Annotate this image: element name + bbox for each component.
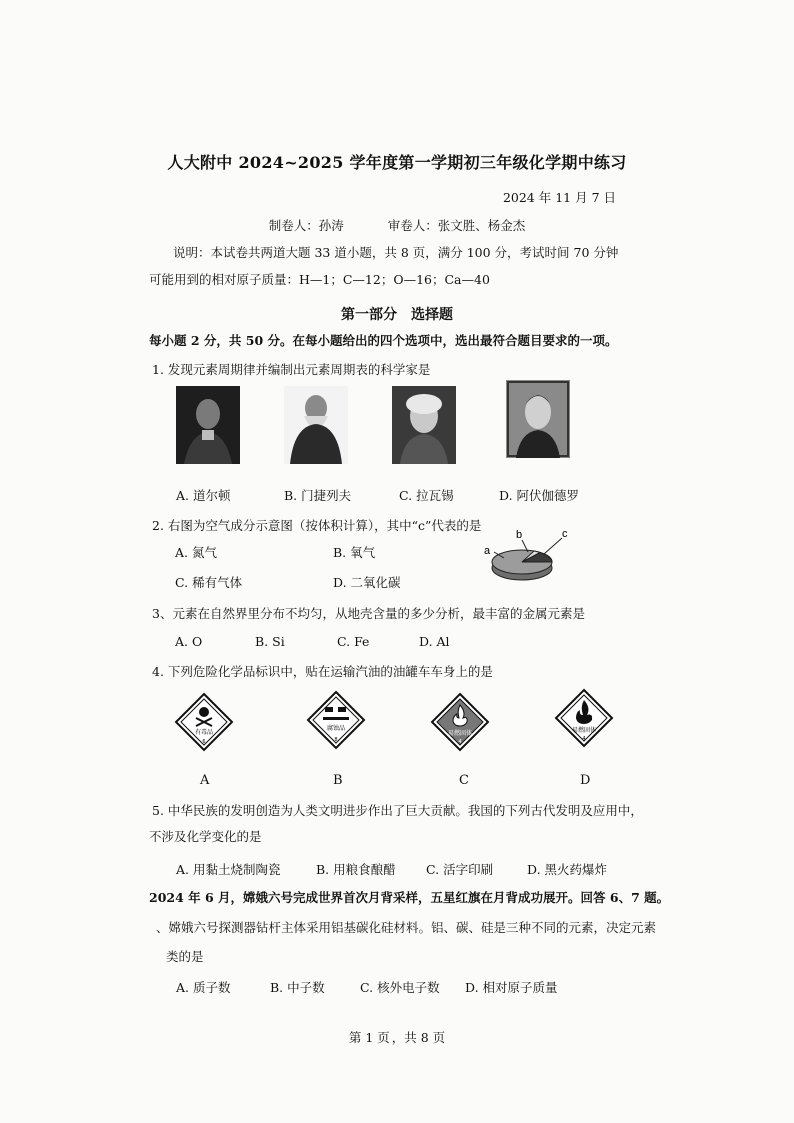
q2-option-a: A. 氮气 bbox=[175, 545, 217, 560]
q4-letter-b: B bbox=[333, 773, 343, 788]
pie-label-a: a bbox=[484, 545, 491, 557]
q6-stem-line1: 、嫦娥六号探测器钻杆主体采用铝基碳化硅材料。铝、碳、硅是三种不同的元素，决定元素 bbox=[156, 920, 657, 935]
q5-option-d: D. 黑火药爆炸 bbox=[527, 862, 608, 877]
instructions: 说明：本试卷共两道大题 33 道小题，共 8 页，满分 100 分，考试时间 70 分钟 bbox=[173, 245, 619, 260]
section-part: 第一部分 bbox=[341, 307, 397, 323]
page-total: ，共 8 页 bbox=[391, 1030, 446, 1045]
hazard-a-number: 6 bbox=[202, 739, 206, 745]
q5-stem-line2: 不涉及化学变化的是 bbox=[149, 829, 262, 844]
page-footer bbox=[0, 1028, 794, 1046]
page-number: 第 1 页 bbox=[348, 1030, 390, 1045]
q3-option-a: A. O bbox=[175, 634, 203, 649]
portrait-avogadro bbox=[506, 380, 570, 458]
hazard-d-number: 4 bbox=[582, 736, 586, 742]
q2-stem: 2. 右图为空气成分示意图（按体积计算），其中“c”代表的是 bbox=[152, 518, 482, 533]
q3-stem: 3、元素在自然界里分布不均匀，从地壳含量的多少分析，最丰富的金属元素是 bbox=[152, 606, 585, 621]
q4-stem: 4. 下列危险化学品标识中，贴在运输汽油的油罐车车身上的是 bbox=[152, 664, 493, 679]
q2-option-d: D. 二氧化碳 bbox=[333, 575, 401, 590]
q1-option-c: C. 拉瓦锡 bbox=[399, 488, 454, 503]
hazard-b-number: 8 bbox=[334, 737, 338, 743]
q1-option-d: D. 阿伏伽德罗 bbox=[499, 488, 580, 503]
hazard-sign-toxic bbox=[174, 692, 234, 752]
q6-option-a: A. 质子数 bbox=[176, 980, 231, 995]
atomic-masses: 可能用到的相对原子质量：H—1；C—12；O—16；Ca—40 bbox=[149, 272, 490, 287]
section-intro: 每小题 2 分，共 50 分。在每小题给出的四个选项中，选出最符合题目要求的一项。 bbox=[149, 333, 618, 348]
creators-line bbox=[0, 216, 794, 234]
q1-stem: 1. 发现元素周期律并编制出元素周期表的科学家是 bbox=[152, 362, 431, 377]
q3-option-b: B. Si bbox=[255, 634, 285, 649]
air-composition-pie-diagram bbox=[478, 526, 582, 588]
q6-option-b: B. 中子数 bbox=[270, 980, 325, 995]
section-name: 选择题 bbox=[411, 307, 453, 323]
q5-stem-line1: 5. 中华民族的发明创造为人类文明进步作出了巨大贡献。我国的下列古代发明及应用中， bbox=[152, 803, 643, 818]
q1-option-a: A. 道尔顿 bbox=[176, 488, 231, 503]
q6-option-c: C. 核外电子数 bbox=[360, 980, 440, 995]
q4-letter-a: A bbox=[200, 773, 210, 788]
portrait-lavoisier bbox=[392, 386, 456, 464]
hazard-a-label: 有毒品 bbox=[194, 729, 214, 736]
hazard-c-number: 4 bbox=[458, 739, 462, 745]
q2-option-b: B. 氧气 bbox=[333, 545, 376, 560]
hazard-d-label: 易燃固体 bbox=[571, 727, 597, 734]
pie-label-c: c bbox=[562, 528, 568, 540]
portrait-dalton bbox=[176, 386, 240, 464]
q1-option-b: B. 门捷列夫 bbox=[284, 488, 352, 503]
q6-q7-context: 2024 年 6 月，嫦娥六号完成世界首次月背采样，五星红旗在月背成功展开。回答 6、7 题。 bbox=[149, 890, 670, 905]
q2-option-c: C. 稀有气体 bbox=[175, 575, 243, 590]
q6-stem-line2: 类的是 bbox=[166, 949, 204, 964]
q5-option-b: B. 用粮食酿醋 bbox=[316, 862, 396, 877]
hazard-sign-flammable-solid bbox=[430, 692, 490, 752]
reviewer: 审卷人：张文胜、杨金杰 bbox=[387, 218, 526, 233]
portrait-mendeleev bbox=[284, 386, 348, 464]
hazard-c-label: 易燃固体 bbox=[447, 730, 473, 737]
section-heading bbox=[0, 304, 794, 324]
hazard-sign-flammable-solid-2 bbox=[554, 688, 614, 748]
author: 制卷人：孙涛 bbox=[268, 218, 344, 233]
q4-letter-d: D bbox=[580, 773, 591, 788]
exam-date: 2024 年 11 月 7 日 bbox=[502, 190, 616, 205]
exam-title: 人大附中 2024~2025 学年度第一学期初三年级化学期中练习 bbox=[167, 153, 627, 172]
q3-option-c: C. Fe bbox=[337, 634, 370, 649]
q5-option-a: A. 用黏土烧制陶瓷 bbox=[176, 862, 281, 877]
pie-label-b: b bbox=[516, 529, 523, 541]
hazard-b-label: 腐蚀品 bbox=[326, 725, 346, 732]
q5-option-c: C. 活字印刷 bbox=[426, 862, 494, 877]
q3-option-d: D. Al bbox=[419, 634, 450, 649]
q4-letter-c: C bbox=[459, 773, 469, 788]
hazard-sign-corrosive bbox=[306, 690, 366, 750]
q6-option-d: D. 相对原子质量 bbox=[465, 980, 558, 995]
